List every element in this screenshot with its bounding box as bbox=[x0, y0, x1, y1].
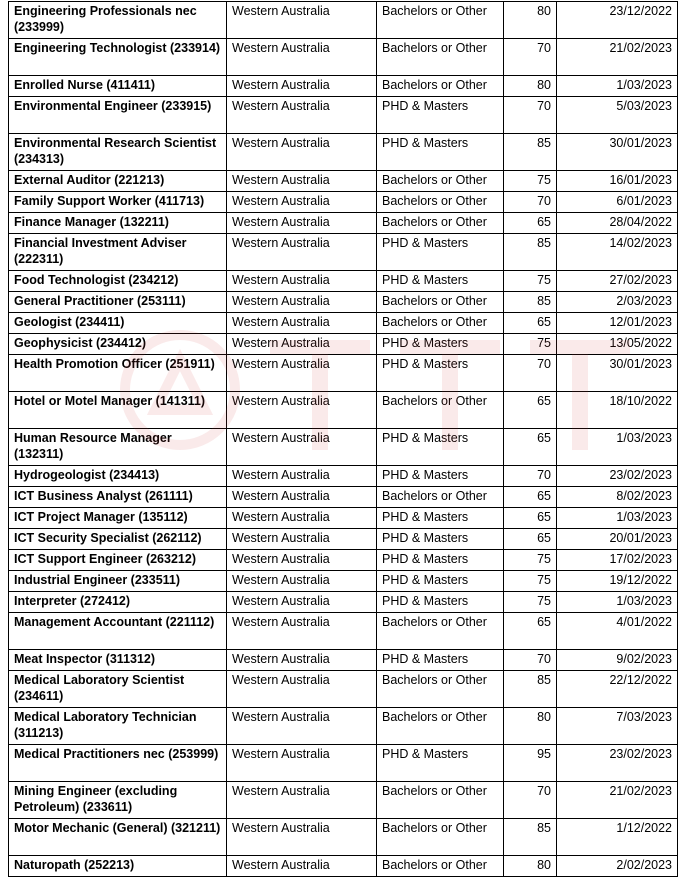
occupation-cell: Engineering Technologist (233914) bbox=[9, 39, 227, 76]
date-cell: 8/02/2023 bbox=[557, 487, 678, 508]
education-cell: Bachelors or Other bbox=[377, 39, 504, 76]
points-cell: 75 bbox=[504, 271, 557, 292]
date-cell: 22/12/2022 bbox=[557, 671, 678, 708]
state-cell: Western Australia bbox=[227, 487, 377, 508]
occupation-cell: Engineering Professionals nec (233999) bbox=[9, 2, 227, 39]
points-cell: 75 bbox=[504, 592, 557, 613]
points-cell: 70 bbox=[504, 39, 557, 76]
table-row bbox=[9, 271, 678, 292]
points-cell: 70 bbox=[504, 466, 557, 487]
date-cell: 2/02/2023 bbox=[557, 856, 678, 877]
state-cell: Western Australia bbox=[227, 271, 377, 292]
date-cell: 19/12/2022 bbox=[557, 571, 678, 592]
points-cell: 80 bbox=[504, 708, 557, 745]
table-row bbox=[9, 592, 678, 613]
education-cell: Bachelors or Other bbox=[377, 671, 504, 708]
education-cell: Bachelors or Other bbox=[377, 2, 504, 39]
education-cell: Bachelors or Other bbox=[377, 313, 504, 334]
state-cell: Western Australia bbox=[227, 745, 377, 782]
table-row bbox=[9, 466, 678, 487]
education-cell: PHD & Masters bbox=[377, 334, 504, 355]
points-cell: 65 bbox=[504, 313, 557, 334]
occupation-cell: ICT Support Engineer (263212) bbox=[9, 550, 227, 571]
table-row bbox=[9, 550, 678, 571]
date-cell: 30/01/2023 bbox=[557, 134, 678, 171]
occupation-cell: Geologist (234411) bbox=[9, 313, 227, 334]
state-cell: Western Australia bbox=[227, 429, 377, 466]
occupation-cell: Food Technologist (234212) bbox=[9, 271, 227, 292]
occupation-cell: Mining Engineer (excluding Petroleum) (233611) bbox=[9, 782, 227, 819]
education-cell: Bachelors or Other bbox=[377, 613, 504, 650]
state-cell: Western Australia bbox=[227, 355, 377, 392]
state-cell: Western Australia bbox=[227, 213, 377, 234]
table-row bbox=[9, 819, 678, 856]
state-cell: Western Australia bbox=[227, 97, 377, 134]
state-cell: Western Australia bbox=[227, 292, 377, 313]
education-cell: Bachelors or Other bbox=[377, 292, 504, 313]
points-cell: 75 bbox=[504, 571, 557, 592]
occupation-cell: Meat Inspector (311312) bbox=[9, 650, 227, 671]
state-cell: Western Australia bbox=[227, 466, 377, 487]
education-cell: PHD & Masters bbox=[377, 234, 504, 271]
points-cell: 65 bbox=[504, 508, 557, 529]
date-cell: 14/02/2023 bbox=[557, 234, 678, 271]
education-cell: Bachelors or Other bbox=[377, 392, 504, 429]
points-cell: 75 bbox=[504, 334, 557, 355]
points-cell: 95 bbox=[504, 745, 557, 782]
date-cell: 5/03/2023 bbox=[557, 97, 678, 134]
education-cell: PHD & Masters bbox=[377, 550, 504, 571]
occupation-cell: Hydrogeologist (234413) bbox=[9, 466, 227, 487]
date-cell: 21/02/2023 bbox=[557, 782, 678, 819]
table-row bbox=[9, 355, 678, 392]
table-row bbox=[9, 2, 678, 39]
occupation-cell: Geophysicist (234412) bbox=[9, 334, 227, 355]
occupation-cell: Health Promotion Officer (251911) bbox=[9, 355, 227, 392]
points-cell: 70 bbox=[504, 782, 557, 819]
occupation-cell: Interpreter (272412) bbox=[9, 592, 227, 613]
state-cell: Western Australia bbox=[227, 334, 377, 355]
state-cell: Western Australia bbox=[227, 819, 377, 856]
occupation-cell: ICT Project Manager (135112) bbox=[9, 508, 227, 529]
state-cell: Western Australia bbox=[227, 76, 377, 97]
date-cell: 6/01/2023 bbox=[557, 192, 678, 213]
occupation-cell: Industrial Engineer (233511) bbox=[9, 571, 227, 592]
education-cell: PHD & Masters bbox=[377, 97, 504, 134]
date-cell: 17/02/2023 bbox=[557, 550, 678, 571]
occupation-cell: External Auditor (221213) bbox=[9, 171, 227, 192]
table-row bbox=[9, 671, 678, 708]
table-row bbox=[9, 708, 678, 745]
occupation-cell: Enrolled Nurse (411411) bbox=[9, 76, 227, 97]
table-row bbox=[9, 213, 678, 234]
education-cell: Bachelors or Other bbox=[377, 213, 504, 234]
table-row bbox=[9, 234, 678, 271]
points-cell: 65 bbox=[504, 213, 557, 234]
points-cell: 75 bbox=[504, 550, 557, 571]
points-cell: 85 bbox=[504, 134, 557, 171]
occupation-cell: Medical Practitioners nec (253999) bbox=[9, 745, 227, 782]
points-cell: 70 bbox=[504, 650, 557, 671]
table-row bbox=[9, 529, 678, 550]
date-cell: 30/01/2023 bbox=[557, 355, 678, 392]
table-row bbox=[9, 571, 678, 592]
table-row bbox=[9, 745, 678, 782]
occupation-cell: Medical Laboratory Technician (311213) bbox=[9, 708, 227, 745]
education-cell: PHD & Masters bbox=[377, 571, 504, 592]
education-cell: PHD & Masters bbox=[377, 592, 504, 613]
occupation-cell: Medical Laboratory Scientist (234611) bbox=[9, 671, 227, 708]
date-cell: 13/05/2022 bbox=[557, 334, 678, 355]
education-cell: PHD & Masters bbox=[377, 134, 504, 171]
table-row bbox=[9, 334, 678, 355]
occupation-cell: ICT Business Analyst (261111) bbox=[9, 487, 227, 508]
education-cell: PHD & Masters bbox=[377, 745, 504, 782]
points-cell: 80 bbox=[504, 76, 557, 97]
table-row bbox=[9, 508, 678, 529]
education-cell: Bachelors or Other bbox=[377, 782, 504, 819]
state-cell: Western Australia bbox=[227, 613, 377, 650]
education-cell: Bachelors or Other bbox=[377, 76, 504, 97]
occupation-cell: Finance Manager (132211) bbox=[9, 213, 227, 234]
date-cell: 23/12/2022 bbox=[557, 2, 678, 39]
table-row bbox=[9, 171, 678, 192]
points-cell: 70 bbox=[504, 355, 557, 392]
points-cell: 65 bbox=[504, 429, 557, 466]
state-cell: Western Australia bbox=[227, 192, 377, 213]
education-cell: Bachelors or Other bbox=[377, 819, 504, 856]
table-row bbox=[9, 313, 678, 334]
table-row bbox=[9, 650, 678, 671]
state-cell: Western Australia bbox=[227, 650, 377, 671]
state-cell: Western Australia bbox=[227, 2, 377, 39]
date-cell: 1/03/2023 bbox=[557, 76, 678, 97]
table-row bbox=[9, 782, 678, 819]
occupation-cell: Family Support Worker (411713) bbox=[9, 192, 227, 213]
occupation-table bbox=[8, 1, 678, 877]
date-cell: 20/01/2023 bbox=[557, 529, 678, 550]
date-cell: 21/02/2023 bbox=[557, 39, 678, 76]
education-cell: PHD & Masters bbox=[377, 355, 504, 392]
table-row bbox=[9, 97, 678, 134]
points-cell: 85 bbox=[504, 292, 557, 313]
points-cell: 65 bbox=[504, 392, 557, 429]
occupation-cell: Financial Investment Adviser (222311) bbox=[9, 234, 227, 271]
education-cell: Bachelors or Other bbox=[377, 487, 504, 508]
table-row bbox=[9, 292, 678, 313]
state-cell: Western Australia bbox=[227, 671, 377, 708]
date-cell: 1/03/2023 bbox=[557, 592, 678, 613]
state-cell: Western Australia bbox=[227, 39, 377, 76]
date-cell: 7/03/2023 bbox=[557, 708, 678, 745]
date-cell: 4/01/2022 bbox=[557, 613, 678, 650]
table-row bbox=[9, 76, 678, 97]
table-row bbox=[9, 392, 678, 429]
date-cell: 1/03/2023 bbox=[557, 429, 678, 466]
state-cell: Western Australia bbox=[227, 782, 377, 819]
date-cell: 12/01/2023 bbox=[557, 313, 678, 334]
occupation-cell: Environmental Engineer (233915) bbox=[9, 97, 227, 134]
points-cell: 65 bbox=[504, 529, 557, 550]
table-row bbox=[9, 856, 678, 877]
date-cell: 27/02/2023 bbox=[557, 271, 678, 292]
date-cell: 18/10/2022 bbox=[557, 392, 678, 429]
education-cell: PHD & Masters bbox=[377, 650, 504, 671]
education-cell: PHD & Masters bbox=[377, 271, 504, 292]
date-cell: 2/03/2023 bbox=[557, 292, 678, 313]
education-cell: PHD & Masters bbox=[377, 466, 504, 487]
occupation-cell: Management Accountant (221112) bbox=[9, 613, 227, 650]
points-cell: 85 bbox=[504, 671, 557, 708]
state-cell: Western Australia bbox=[227, 529, 377, 550]
education-cell: PHD & Masters bbox=[377, 529, 504, 550]
points-cell: 65 bbox=[504, 487, 557, 508]
state-cell: Western Australia bbox=[227, 550, 377, 571]
date-cell: 23/02/2023 bbox=[557, 466, 678, 487]
points-cell: 65 bbox=[504, 613, 557, 650]
education-cell: Bachelors or Other bbox=[377, 856, 504, 877]
education-cell: Bachelors or Other bbox=[377, 171, 504, 192]
table-row bbox=[9, 429, 678, 466]
points-cell: 70 bbox=[504, 97, 557, 134]
table-row bbox=[9, 613, 678, 650]
state-cell: Western Australia bbox=[227, 392, 377, 429]
occupation-cell: Human Resource Manager (132311) bbox=[9, 429, 227, 466]
occupation-cell: Environmental Research Scientist (234313) bbox=[9, 134, 227, 171]
points-cell: 70 bbox=[504, 192, 557, 213]
state-cell: Western Australia bbox=[227, 234, 377, 271]
state-cell: Western Australia bbox=[227, 134, 377, 171]
occupation-cell: Motor Mechanic (General) (321211) bbox=[9, 819, 227, 856]
occupation-cell: Naturopath (252213) bbox=[9, 856, 227, 877]
points-cell: 75 bbox=[504, 171, 557, 192]
education-cell: Bachelors or Other bbox=[377, 708, 504, 745]
table-row bbox=[9, 487, 678, 508]
education-cell: PHD & Masters bbox=[377, 429, 504, 466]
state-cell: Western Australia bbox=[227, 708, 377, 745]
state-cell: Western Australia bbox=[227, 571, 377, 592]
state-cell: Western Australia bbox=[227, 313, 377, 334]
date-cell: 1/12/2022 bbox=[557, 819, 678, 856]
table-row bbox=[9, 192, 678, 213]
table-row bbox=[9, 134, 678, 171]
points-cell: 80 bbox=[504, 856, 557, 877]
state-cell: Western Australia bbox=[227, 856, 377, 877]
points-cell: 80 bbox=[504, 2, 557, 39]
occupation-cell: ICT Security Specialist (262112) bbox=[9, 529, 227, 550]
date-cell: 28/04/2022 bbox=[557, 213, 678, 234]
occupation-cell: General Practitioner (253111) bbox=[9, 292, 227, 313]
state-cell: Western Australia bbox=[227, 508, 377, 529]
date-cell: 1/03/2023 bbox=[557, 508, 678, 529]
points-cell: 85 bbox=[504, 234, 557, 271]
date-cell: 23/02/2023 bbox=[557, 745, 678, 782]
education-cell: PHD & Masters bbox=[377, 508, 504, 529]
table-row bbox=[9, 39, 678, 76]
occupation-cell: Hotel or Motel Manager (141311) bbox=[9, 392, 227, 429]
occupation-table-body bbox=[9, 2, 678, 877]
date-cell: 9/02/2023 bbox=[557, 650, 678, 671]
education-cell: Bachelors or Other bbox=[377, 192, 504, 213]
points-cell: 85 bbox=[504, 819, 557, 856]
state-cell: Western Australia bbox=[227, 171, 377, 192]
state-cell: Western Australia bbox=[227, 592, 377, 613]
date-cell: 16/01/2023 bbox=[557, 171, 678, 192]
